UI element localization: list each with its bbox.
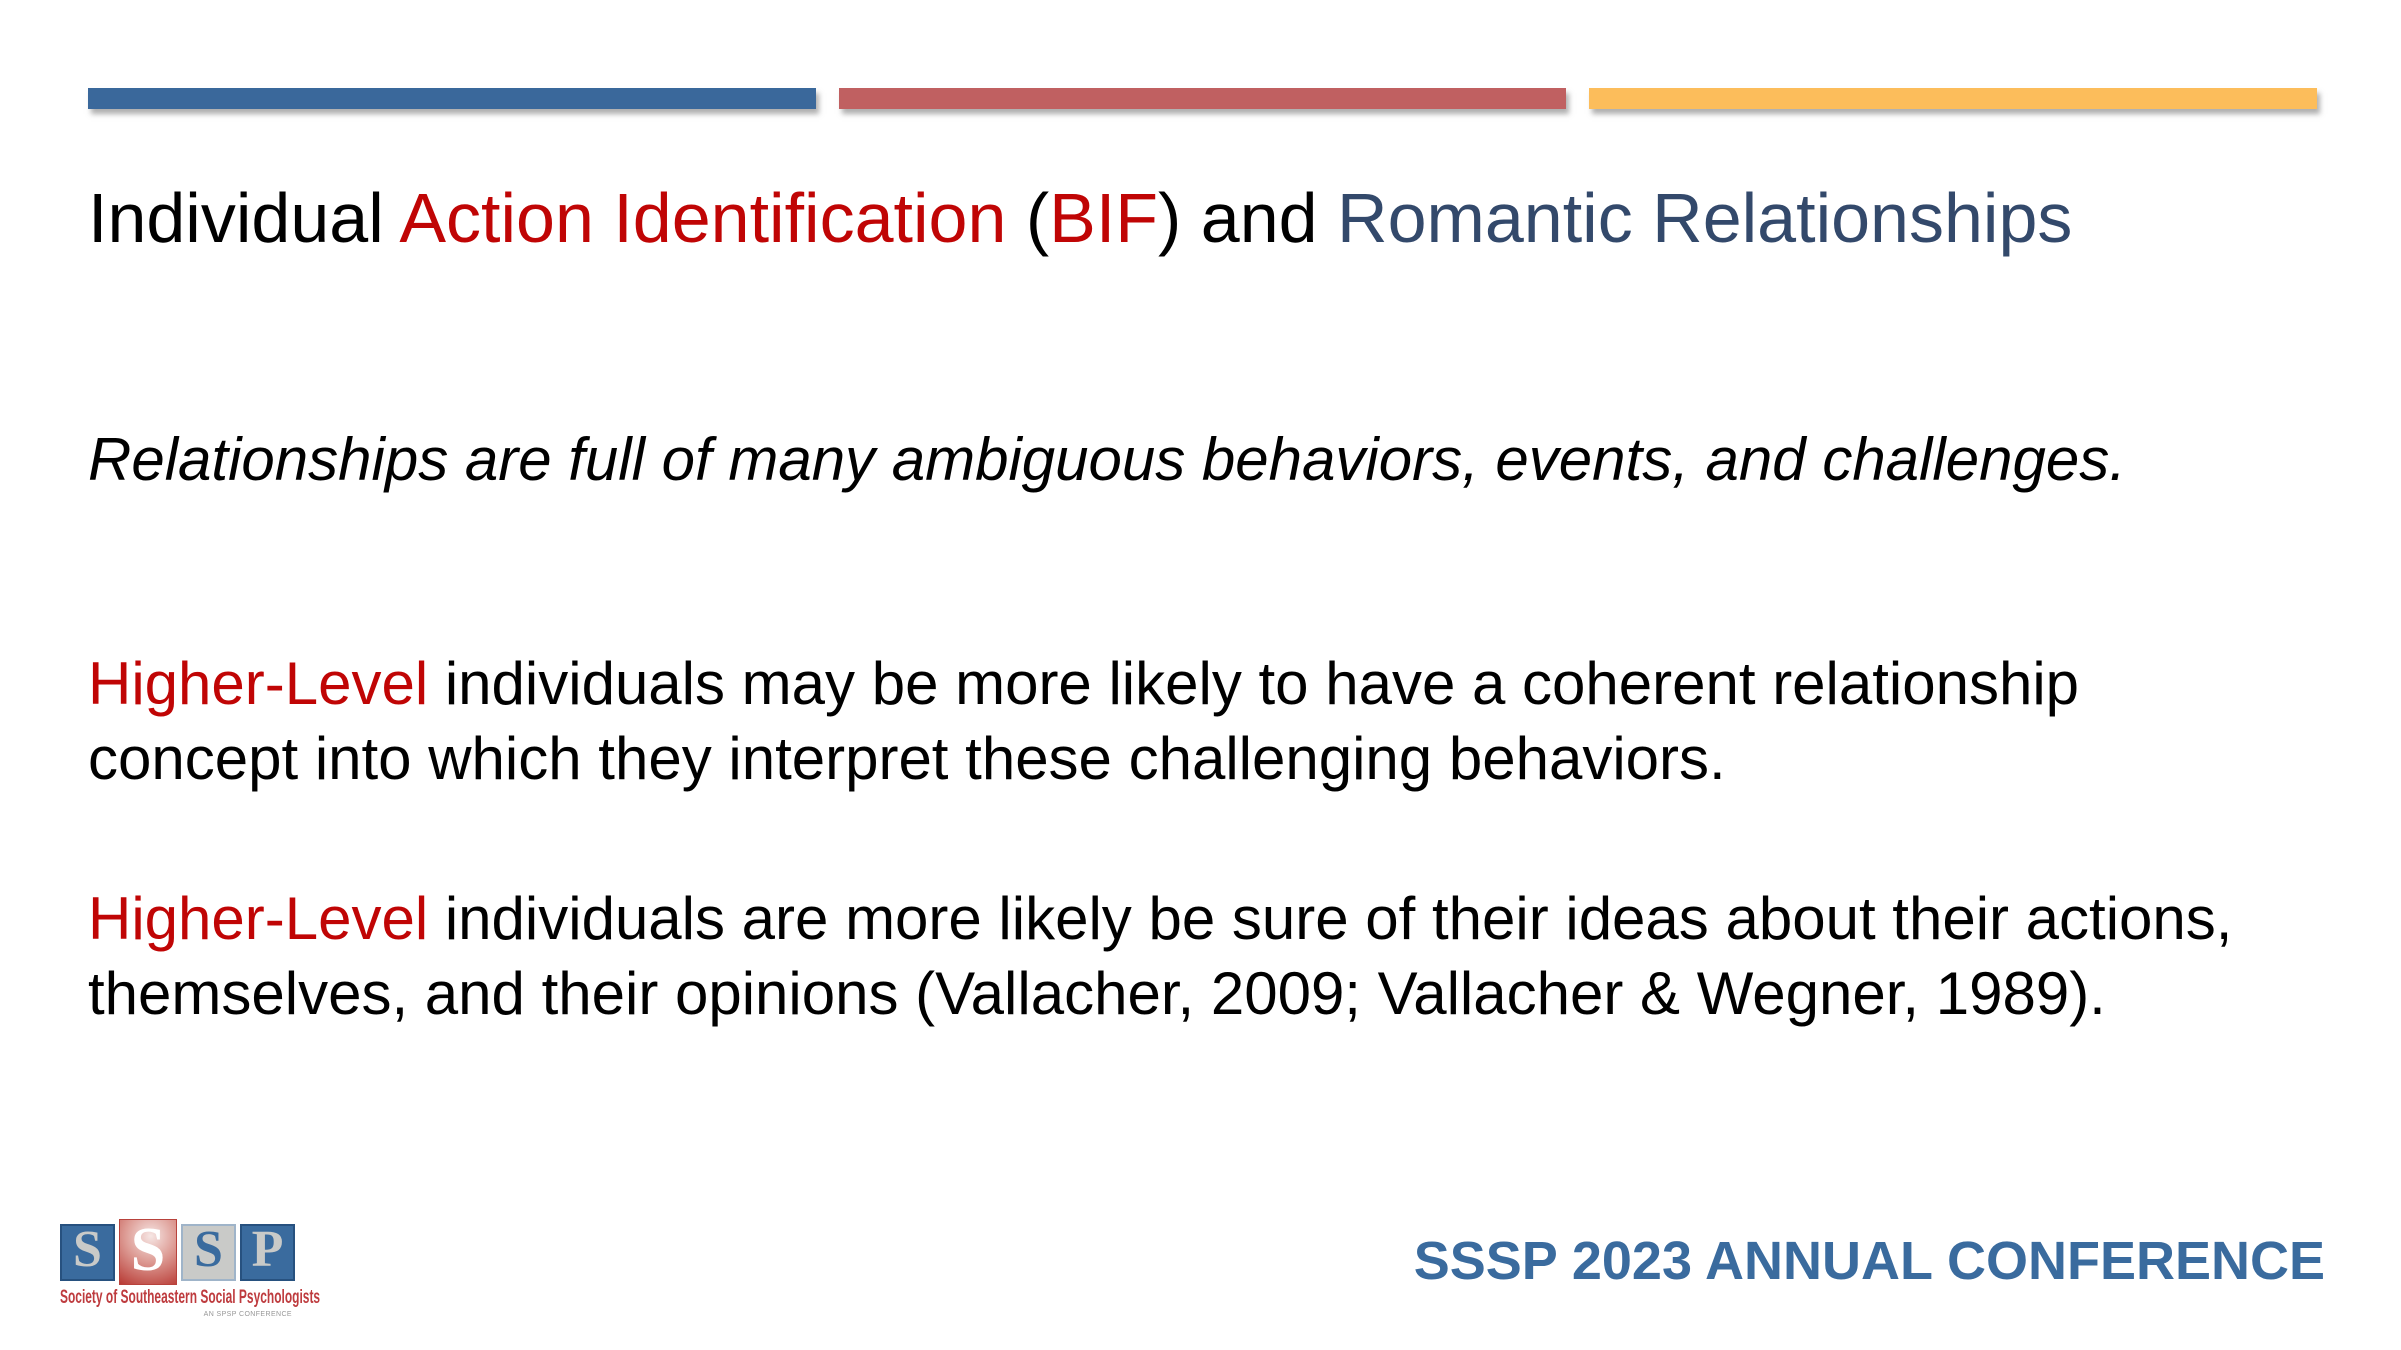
paragraph-2-line-1 bbox=[88, 881, 2348, 956]
accent-bar-yellow bbox=[1589, 88, 2317, 109]
slide-title bbox=[88, 176, 2328, 260]
paragraph-1-line-1 bbox=[88, 646, 2348, 721]
logo-tile-2 bbox=[119, 1216, 177, 1285]
logo-subcaption: AN SPSP CONFERENCE bbox=[203, 1311, 292, 1318]
title-part-romantic-relationships: Romantic Relationships bbox=[1337, 179, 2073, 257]
title-part-individual: Individual bbox=[88, 179, 400, 257]
conference-footer: SSSP 2023 ANNUAL CONFERENCE bbox=[1413, 1231, 2325, 1291]
title-part-bif: BIF bbox=[1049, 179, 1159, 257]
higher-level-highlight-2: Higher-Level bbox=[88, 885, 429, 952]
paragraph-1-line-1-rest: individuals may be more likely to have a coherent relationship bbox=[428, 650, 2080, 717]
logo-letter-4: P bbox=[251, 1221, 284, 1278]
logo-letter-2: S bbox=[130, 1216, 166, 1284]
paragraph-coherent-relationship bbox=[88, 646, 2348, 796]
paragraph-2-line-1-rest: individuals are more likely be sure of their ideas about their actions, bbox=[428, 885, 2233, 952]
title-part-action-identification: Action Identification bbox=[399, 179, 1007, 257]
logo-tile-1 bbox=[60, 1221, 115, 1281]
subtitle-italic-statement: Relationships are full of many ambiguous behaviors, events, and challenges. bbox=[88, 426, 2126, 493]
paragraph-sure-of-ideas bbox=[88, 881, 2348, 1031]
accent-bar-blue bbox=[88, 88, 816, 109]
logo-caption: Society of Southeastern Social Psychologists bbox=[60, 1287, 321, 1308]
accent-bar-red bbox=[839, 88, 1567, 109]
paragraph-1-line-2: concept into which they interpret these challenging behaviors. bbox=[88, 725, 1726, 792]
higher-level-highlight-1: Higher-Level bbox=[88, 650, 429, 717]
title-part-paren-open: ( bbox=[1006, 179, 1050, 257]
title-part-paren-close-and: ) and bbox=[1158, 179, 1338, 257]
logo-tile-4 bbox=[240, 1221, 295, 1281]
logo-tile-3 bbox=[181, 1221, 236, 1281]
sssp-logo bbox=[60, 1216, 321, 1318]
logo-letter-1: S bbox=[73, 1221, 102, 1278]
paragraph-2-line-2: themselves, and their opinions (Vallacher, 2009; Vallacher & Wegner, 1989). bbox=[88, 960, 2106, 1027]
logo-letter-3: S bbox=[194, 1221, 223, 1278]
top-accent-bars bbox=[88, 88, 2317, 109]
sssp-logo-tiles bbox=[60, 1218, 300, 1286]
